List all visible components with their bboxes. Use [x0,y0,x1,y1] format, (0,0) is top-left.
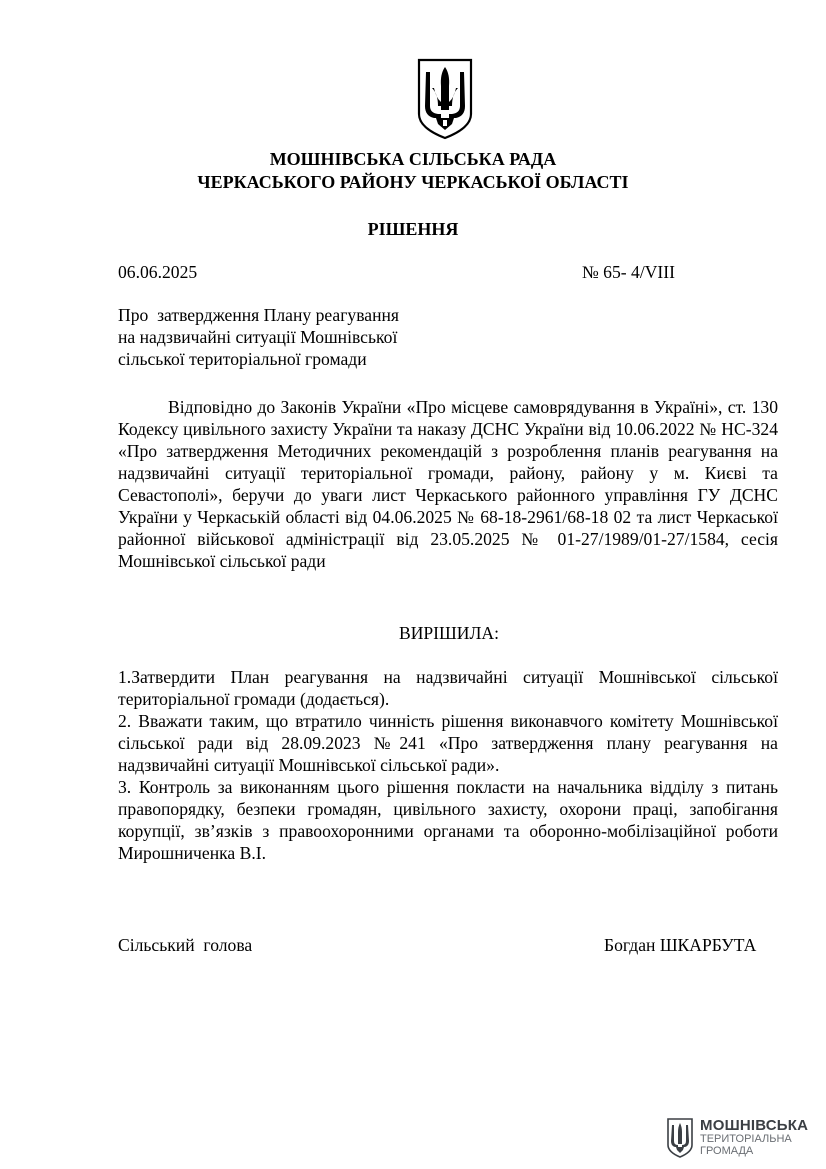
signatory-name: Богдан ШКАРБУТА [604,935,757,955]
decision-number: № 65- 4/VIII [582,262,676,282]
decision-date: 06.06.2025 [118,262,198,282]
logo-line-1: МОШНІВСЬКА [700,1117,809,1134]
decision-item-3: 3. Контроль за виконанням цього рішення покласти на начальника відділу з питань правопорядку, безпеки громадян, цивільного захисту, охорони праці, запобігання корупції, зв’язків з правоохоронними органами та оборонно-мобілізаційної роботи Мирошниченка В.І. [118,777,778,863]
community-logo [666,1116,809,1160]
logo-line-3: ГРОМАДА [700,1145,754,1157]
decision-subject [118,304,458,370]
document-type-heading: РІШЕННЯ [367,219,459,239]
decision-item-1: 1.Затвердити План реагування на надзвичайні ситуації Мошнівської сільської територіальної громади (додається). [118,667,778,709]
signatory-title: Сільський голова [118,935,253,955]
council-title: МОШНІВСЬКА СІЛЬСЬКА РАДА [269,149,557,169]
district-title: ЧЕРКАСЬКОГО РАЙОНУ ЧЕРКАСЬКОЇ ОБЛАСТІ [197,172,629,192]
preamble-paragraph: Відповідно до Законів України «Про місцеве самоврядування в Україні», ст. 130 Кодексу цивільного захисту України та наказу ДСНС України від 10.06.2022 № НС-324 «Про затвердження Методичних рекомендацій з розроблення планів реагування на надзвичайні ситуації територіальної громади, району, району у м. Києві та Севастополі», беручи до уваги лист Черкаського районного управління ГУ ДСНС України у Черкаській області від 04.06.2025 № 68-18-2961/68-18 02 та лист Черкаської районної військової адміністрації від 23.05.2025 № 01-27/1989/01-27/1584, сесія Мошнівської сільської ради [118,397,778,571]
resolved-heading: ВИРІШИЛА: [398,623,500,643]
subject-line: на надзвичайні ситуації Мошнівської [118,327,398,347]
logo-line-2: ТЕРИТОРІАЛЬНА [700,1133,792,1145]
decision-item-2: 2. Вважати таким, що втратило чинність рішення виконавчого комітету Мошнівської сільської ради від 28.09.2023 №241 «Про затвердження плану реагування на надзвичайні ситуації Мошнівської сільської ради». [118,711,778,775]
coat-of-arms-emblem [416,58,474,140]
subject-line: Про затвердження Плану реагування [118,305,400,325]
subject-line: сільської територіальної громади [118,349,367,369]
decision-items [118,666,778,864]
logo-trident-icon [666,1118,694,1158]
